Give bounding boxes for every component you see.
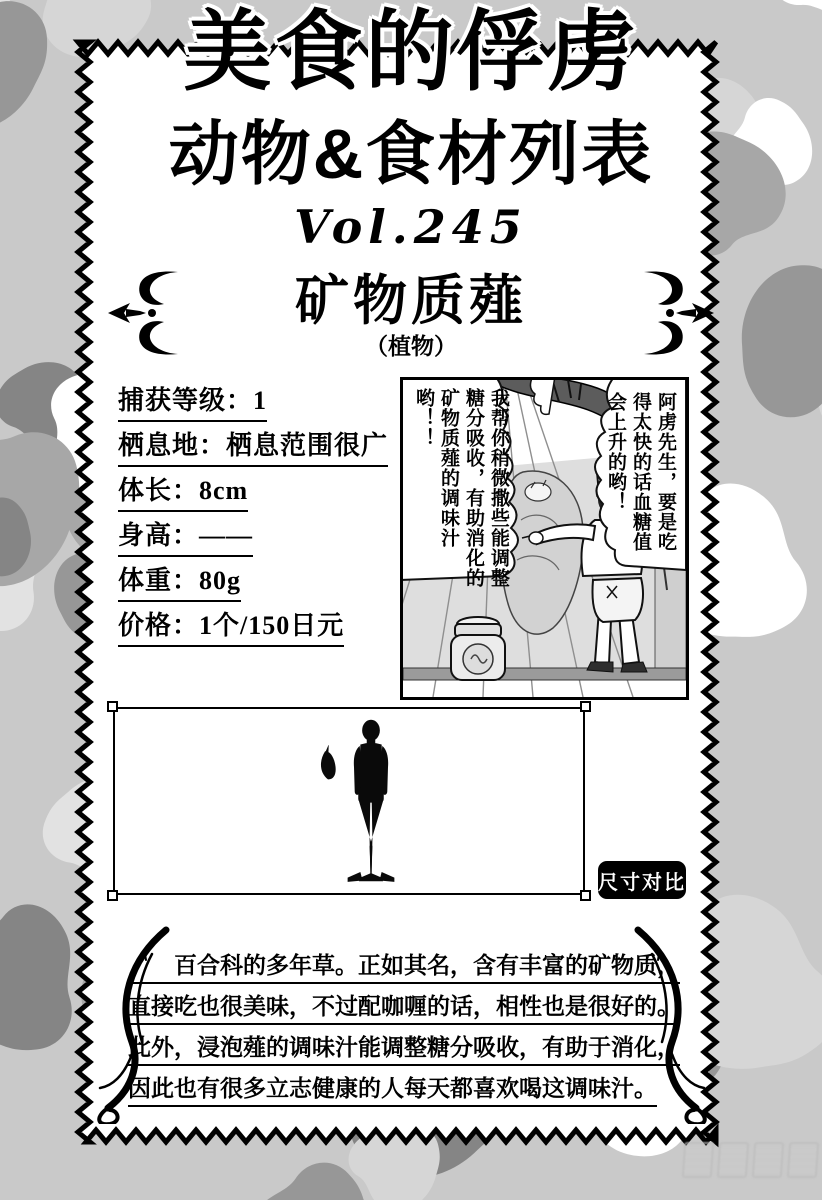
stat-value: 1个/150日元 [199, 611, 345, 640]
stat-label: 捕获等级： [118, 386, 254, 415]
speech-text-right: 阿虏先生，要是吃得太快的话血糖值会上升的哟！ [605, 392, 676, 552]
ingredient-category: （植物） [365, 334, 457, 359]
description [128, 952, 694, 1116]
description-line: 此外，浸泡薤的调味汁能调整糖分吸收，有助于消化， [128, 1034, 680, 1066]
stat-habitat [118, 425, 403, 470]
ingredient-name: 矿物质薤 [295, 271, 527, 331]
corner-mark [107, 890, 118, 901]
watermark-glyph [717, 1142, 750, 1178]
ornament-left-icon [106, 266, 186, 360]
stat-value: 80g [199, 566, 242, 595]
description-line: 百合科的多年草。正如其名，含有丰富的矿物质， [128, 952, 680, 984]
volume-number: Vol.245 [294, 200, 528, 254]
stat-label: 身高： [118, 521, 200, 550]
stat-value: 1 [253, 386, 268, 415]
corner-mark [580, 890, 591, 901]
series-title: 美食的俘虏 [183, 2, 639, 101]
scanlation-watermark [682, 1142, 820, 1178]
stats-list [118, 380, 403, 650]
stat-value: 栖息范围很广 [226, 431, 389, 460]
stat-label: 体长： [118, 476, 200, 505]
ornament-right-icon [636, 266, 716, 360]
corner-mark [107, 701, 118, 712]
human-silhouette [339, 719, 403, 889]
stat-weight [118, 560, 403, 605]
manga-panel [400, 377, 689, 700]
pickle-jar [451, 617, 505, 680]
stat-height [118, 515, 403, 560]
list-title: 动物&食材列表 [168, 115, 654, 193]
scallion-leaf-icon [315, 745, 341, 785]
stat-label: 栖息地： [118, 431, 227, 460]
description-line: 因此也有很多立志健康的人每天都喜欢喝这调味汁。 [128, 1075, 657, 1107]
watermark-glyph [682, 1142, 715, 1178]
speech-text-left: 我帮你稍微撒些能调整糖分吸收，有助消化的矿物质薤的调味汁哟！！ [413, 388, 509, 588]
stat-label: 价格： [118, 611, 200, 640]
stat-label: 体重： [118, 566, 200, 595]
stat-price [118, 605, 403, 650]
watermark-glyph [752, 1142, 785, 1178]
size-comparison-label: 尺寸对比 [598, 861, 686, 899]
corner-mark [580, 701, 591, 712]
stat-length [118, 470, 403, 515]
size-comparison-box [113, 707, 585, 895]
watermark-glyph [787, 1142, 820, 1178]
stat-value: 8cm [199, 476, 249, 505]
description-line: 直接吃也很美味，不过配咖喱的话，相性也是很好的。 [128, 993, 680, 1025]
speech-cloud-small [530, 380, 555, 414]
stat-capture-level [118, 380, 403, 425]
stat-value: —— [199, 521, 254, 550]
